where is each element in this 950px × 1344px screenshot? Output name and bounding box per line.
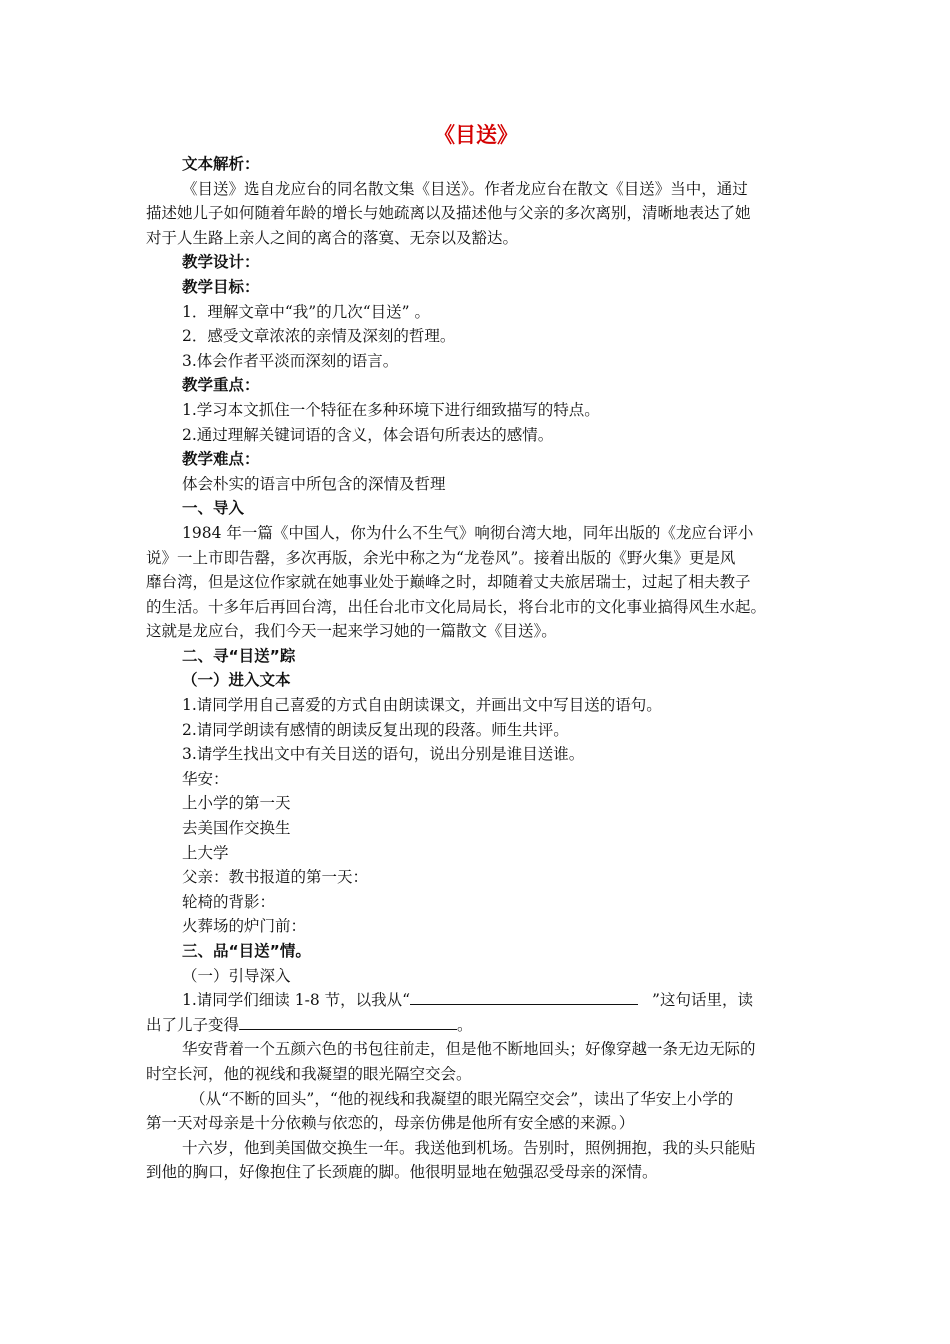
list-item: 去美国作交换生 [182,819,291,838]
heading-part3: 三、品“目送”情。 [182,942,311,960]
heading-teaching-goals: 教学目标： [182,277,260,296]
heading-teaching-difficulty: 教学难点： [182,450,260,469]
list-item: 上小学的第一天 [182,794,291,813]
list-item: 轮椅的背影： [182,892,276,911]
question-line [146,1013,806,1038]
paragraph-line: 这就是龙应台，我们今天一起来学习她的一篇散文《目送》。 [146,622,557,641]
question-text: 1.请同学们细读 1-8 节，以我从“ [182,991,411,1010]
question-text: 。 [457,1015,473,1034]
list-item: 火葬场的炉门前： [182,917,307,936]
quote-line: 十六岁，他到美国做交换生一年。我送他到机场。告别时，照例拥抱，我的头只能贴 [182,1138,756,1157]
heading-part1: 一、导入 [182,499,245,518]
fill-blank [410,990,638,1005]
paragraph-line: 的生活。十多年后再回台湾，出任台北市文化局局长，将台北市的文化事业搞得风生水起。 [146,597,767,616]
subheading-guide: （一）引导深入 [182,966,291,985]
paragraph-line: 《目送》选自龙应台的同名散文集《目送》。作者龙应台在散文《目送》当中，通过 [182,179,748,198]
fill-blank [239,1015,457,1030]
note-line: （从“不断的回头”，“他的视线和我凝望的眼光隔空交会”，读出了华安上小学的 [190,1089,734,1108]
note-line: 第一天对母亲是十分依赖与依恋的，母亲仿佛是他所有安全感的来源。） [146,1114,635,1133]
paragraph-line: 描述她儿子如何随着年龄的增长与她疏离以及描述他与父亲的多次离别，清晰地表达了她 [146,204,751,223]
paragraph-line: 1984 年一篇《中国人，你为什么不生气》响彻台湾大地，同年出版的《龙应台评小 [182,523,754,542]
paragraph-line: 对于人生路上亲人之间的离合的落寞、无奈以及豁达。 [146,228,519,247]
difficulty-item: 体会朴实的语言中所包含的深情及哲理 [182,474,446,493]
list-item: 华安： [182,769,229,788]
heading-teaching-focus: 教学重点： [182,376,260,395]
heading-text-analysis: 文本解析： [182,155,260,173]
goal-item: 2．感受文章浓浓的亲情及深刻的哲理。 [182,327,456,346]
step-item: 1.请同学用自己喜爱的方式自由朗读课文，并画出文中写目送的语句。 [182,696,662,715]
document-page [146,118,806,1185]
step-item: 3.请学生找出文中有关目送的语句，说出分别是谁目送谁。 [182,745,585,764]
question-line [146,988,806,1013]
quote-line: 时空长河，他的视线和我凝望的眼光隔空交会。 [146,1064,472,1083]
heading-part2: 二、寻“目送”踪 [182,646,296,665]
focus-item: 1.学习本文抓住一个特征在多种环境下进行细致描写的特点。 [182,400,600,419]
goal-item: 1．理解文章中“我”的几次“目送” 。 [182,302,430,321]
quote-line: 到他的胸口，好像抱住了长颈鹿的脚。他很明显地在勉强忍受母亲的深情。 [146,1163,658,1182]
heading-teaching-design: 教学设计： [182,253,260,272]
list-item: 父亲：教书报道的第一天： [182,868,369,887]
paragraph-line: 说》一上市即告罄，多次再版，余光中称之为“龙卷风”。接着出版的《野火集》更是风 [146,548,736,567]
step-item: 2.请同学朗读有感情的朗读反复出现的段落。师生共评。 [182,720,569,739]
subheading-enter-text: （一）进入文本 [182,671,291,690]
document-title: 《目送》 [434,123,518,147]
paragraph-line: 靡台湾，但是这位作家就在她事业处于巅峰之时，却随着丈夫旅居瑞士，过起了相夫教子 [146,573,751,592]
focus-item: 2.通过理解关键词语的含义，体会语句所表达的感情。 [182,425,554,444]
list-item: 上大学 [182,843,229,862]
question-text: 出了儿子变得 [146,1015,240,1034]
goal-item: 3.体会作者平淡而深刻的语言。 [182,351,399,370]
quote-line: 华安背着一个五颜六色的书包往前走，但是他不断地回头；好像穿越一条无边无际的 [182,1040,756,1059]
question-text: ”这句话里，读 [652,991,753,1010]
